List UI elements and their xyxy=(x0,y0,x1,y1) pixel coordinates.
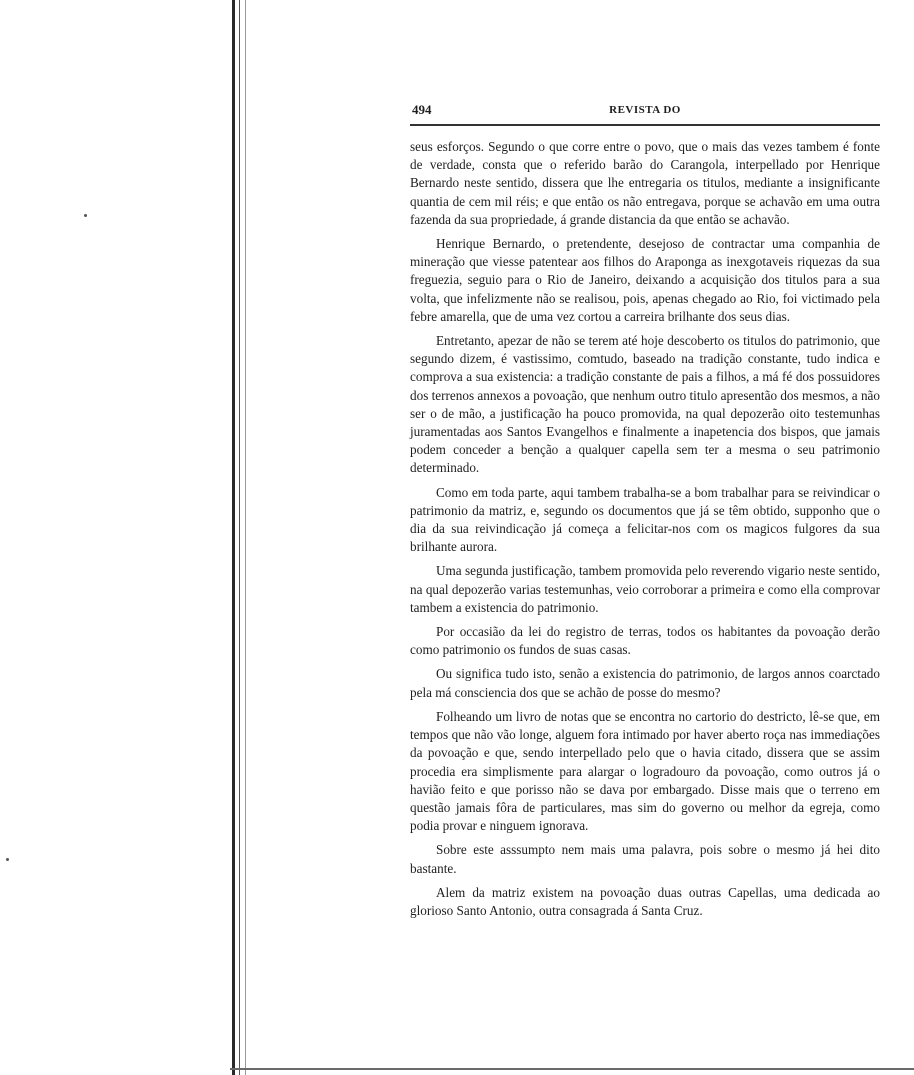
page-bottom-edge xyxy=(230,1068,914,1070)
paragraph: Alem da matriz existem na povoação duas outras Capellas, uma dedicada ao glorioso Santo Antonio, outra consagrada á Santa Cruz. xyxy=(410,884,880,918)
paragraph: Como em toda parte, aqui tambem trabalha-se a bom trabalhar para se reivindicar o patrimonio da matriz, e, segundo os documentos que já se têm obtido, supponho que o dia da sua reivindicação já começa a felicitar-nos com os magicos fulgores da sua brilhante aurora. xyxy=(410,484,880,555)
binding-line xyxy=(245,0,246,1075)
paragraph: Uma segunda justificação, tambem promovida pelo reverendo vigario neste sentido, na qual depozerão varias testemunhas, veio corroborar a primeira e como ella comprovar tambem a existencia do patrimonio. xyxy=(410,563,880,615)
paper-speck xyxy=(6,858,9,861)
paragraph: Sobre este asssumpto nem mais uma palavra, pois sobre o mesmo já hei dito bastante. xyxy=(410,842,880,876)
paragraph: Folheando um livro de notas que se encontra no cartorio do destricto, lê-se que, em tempos que não vão longe, alguem fora intimado por haver aberto roça nas immediações da povoação e que, sendo interpellado pelo que o havia citado, dissera que se assim procedia era simplismente para alargar o logradouro da povoação, como outros já o havião feito e que porisso não se dava por embargado. Disse mais que o terreno em questão jamais fôra de particulares, mas sim do governo ou melhor da egreja, como podia provar e ninguem ignorava. xyxy=(410,708,880,834)
binding-line xyxy=(239,0,240,1075)
paragraph: seus esforços. Segundo o que corre entre o povo, que o mais das vezes tambem é fonte de verdade, consta que o referido barão do Carangola, interpellado por Henrique Bernardo neste sentido, dissera que lhe entregaria os titulos, mediante a insignificante quantia de cem mil réis; e que então os não entregava, porque se achavão em uma outra fazenda da sua propriedade, á grande distancia da que então se achavão. xyxy=(410,139,880,227)
paragraph: Henrique Bernardo, o pretendente, desejoso de contractar uma companhia de mineração que viesse patentear aos filhos do Araponga as inexgotaveis riquezas da sua freguezia, seguio para o Rio de Janeiro, deixando a acquisição dos titulos para a sua volta, que infelizmente não se realisou, pois, apenas chegado ao Rio, foi victimado pela febre amarella, que de uma vez cortou a carreira brilhante dos seus dias. xyxy=(410,236,880,324)
running-title: REVISTA DO xyxy=(609,104,681,116)
binding-line xyxy=(232,0,235,1075)
paragraph: Entretanto, apezar de não se terem até hoje descoberto os titulos do patrimonio, que segundo dizem, é vastissimo, comtudo, baseado na tradição constante, tudo indica e comprova a sua existencia: a tradição constante de pais a filhos, a má fé dos possuidores dos terrenos annexos a povoação, que nenhum outro titulo apresentão dos mesmos, a não ser o de mão, a justificação ha pouco promovida, na qual depozerão oito testemunhas juramentadas aos Santos Evangelhos e finalmente a inapetencia dos bispos, que jamais podem conceder a benção a qualquer capella sem ter a mesma o seu patrimonio determinado. xyxy=(410,333,880,476)
document-page xyxy=(410,102,880,926)
paragraph: Ou significa tudo isto, senão a existencia do patrimonio, de largos annos coarctado pela má consciencia dos que se achão de posse do mesmo? xyxy=(410,666,880,700)
paper-speck xyxy=(84,214,87,217)
page-gutter xyxy=(0,0,260,1075)
paragraph: Por occasião da lei do registro de terras, todos os habitantes da povoação derão como patrimonio os fundos de suas casas. xyxy=(410,624,880,658)
running-head xyxy=(410,102,880,122)
page-number: 494 xyxy=(412,102,432,117)
body-text xyxy=(410,138,880,920)
header-rule xyxy=(410,124,880,126)
